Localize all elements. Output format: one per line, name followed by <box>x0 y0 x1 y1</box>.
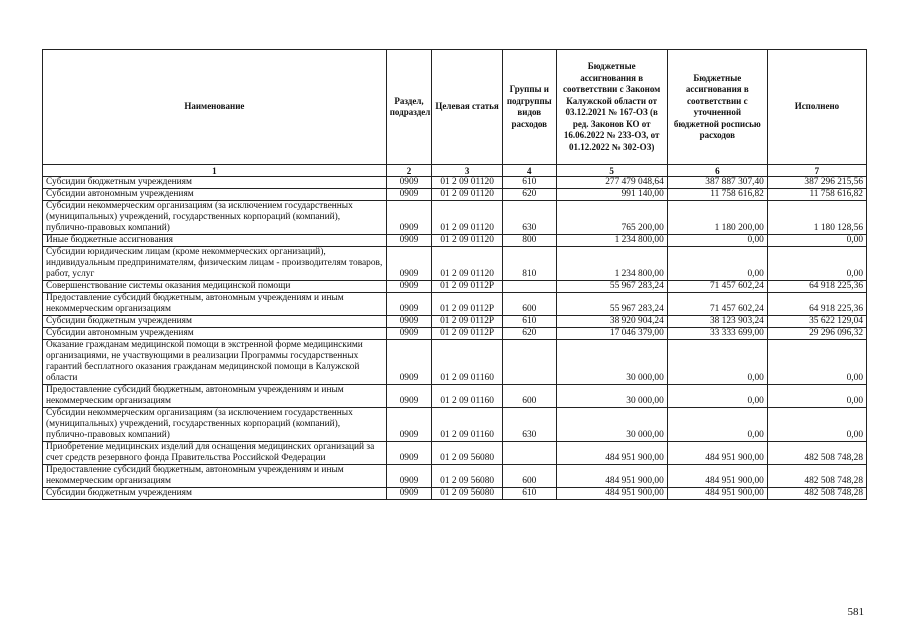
row-section: 0909 <box>386 201 431 235</box>
table-row <box>43 408 867 442</box>
row-refined-amount: 0,00 <box>667 247 767 281</box>
row-target: 01 2 09 56080 <box>432 488 503 500</box>
row-target: 01 2 09 01120 <box>432 189 503 201</box>
row-group: 610 <box>503 488 557 500</box>
row-executed-amount: 0,00 <box>767 385 866 408</box>
row-name: Субсидии автономным учреждениям <box>43 328 387 340</box>
row-law-amount: 30 000,00 <box>556 340 667 385</box>
row-name: Субсидии некоммерческим организациям (за исключением государственных (муниципальных) учреждений, государственных корпораций (компаний), публично-правовых компаний) <box>43 201 387 235</box>
row-group: 630 <box>503 408 557 442</box>
table-row <box>43 316 867 328</box>
table-row <box>43 281 867 293</box>
row-refined-amount: 484 951 900,00 <box>667 488 767 500</box>
row-group: 600 <box>503 385 557 408</box>
row-group: 600 <box>503 293 557 316</box>
row-target: 01 2 09 01120 <box>432 201 503 235</box>
table-row <box>43 340 867 385</box>
row-name: Субсидии бюджетным учреждениям <box>43 316 387 328</box>
column-number: 2 <box>386 165 431 177</box>
row-name: Субсидии бюджетным учреждениям <box>43 177 387 189</box>
row-name: Приобретение медицинских изделий для оснащения медицинских организаций за счет средств резервного фонда Правительства Российской Федерации <box>43 442 387 465</box>
row-refined-amount: 0,00 <box>667 385 767 408</box>
row-executed-amount: 0,00 <box>767 235 866 247</box>
table-row <box>43 465 867 488</box>
row-refined-amount: 387 887 307,40 <box>667 177 767 189</box>
row-target: 01 2 09 0112Р <box>432 316 503 328</box>
header-section: Раздел, подраздел <box>386 50 431 165</box>
row-section: 0909 <box>386 316 431 328</box>
header-refined-allocations: Бюджетные ассигнования в соответствии с уточненной бюджетной росписью расходов <box>667 50 767 165</box>
column-number: 5 <box>556 165 667 177</box>
row-section: 0909 <box>386 293 431 316</box>
row-target: 01 2 09 01120 <box>432 247 503 281</box>
table-row <box>43 189 867 201</box>
row-group <box>503 340 557 385</box>
row-executed-amount: 64 918 225,36 <box>767 293 866 316</box>
row-section: 0909 <box>386 385 431 408</box>
column-number-row <box>43 165 867 177</box>
row-group: 810 <box>503 247 557 281</box>
row-target: 01 2 09 01160 <box>432 385 503 408</box>
row-name: Субсидии юридическим лицам (кроме некоммерческих организаций), индивидуальным предпринимателям, физическим лицам - производителям товаров, работ, услуг <box>43 247 387 281</box>
row-name: Предоставление субсидий бюджетным, автономным учреждениям и иным некоммерческим организациям <box>43 465 387 488</box>
row-section: 0909 <box>386 488 431 500</box>
row-executed-amount: 1 180 128,56 <box>767 201 866 235</box>
row-law-amount: 17 046 379,00 <box>556 328 667 340</box>
row-section: 0909 <box>386 465 431 488</box>
row-law-amount: 277 479 048,64 <box>556 177 667 189</box>
row-law-amount: 484 951 900,00 <box>556 488 667 500</box>
row-refined-amount: 1 180 200,00 <box>667 201 767 235</box>
header-name: Наименование <box>43 50 387 165</box>
row-law-amount: 484 951 900,00 <box>556 442 667 465</box>
row-target: 01 2 09 0112Р <box>432 328 503 340</box>
row-name: Иные бюджетные ассигнования <box>43 235 387 247</box>
header-target: Целевая статья <box>432 50 503 165</box>
row-target: 01 2 09 56080 <box>432 442 503 465</box>
row-group: 800 <box>503 235 557 247</box>
row-target: 01 2 09 0112Р <box>432 281 503 293</box>
row-refined-amount: 484 951 900,00 <box>667 442 767 465</box>
row-law-amount: 991 140,00 <box>556 189 667 201</box>
table-row <box>43 385 867 408</box>
row-executed-amount: 29 296 096,32 <box>767 328 866 340</box>
row-law-amount: 38 920 904,24 <box>556 316 667 328</box>
header-groups: Группы и подгруппы видов расходов <box>503 50 557 165</box>
row-refined-amount: 0,00 <box>667 235 767 247</box>
row-refined-amount: 0,00 <box>667 408 767 442</box>
row-target: 01 2 09 01120 <box>432 235 503 247</box>
row-section: 0909 <box>386 408 431 442</box>
row-name: Субсидии автономным учреждениям <box>43 189 387 201</box>
row-law-amount: 55 967 283,24 <box>556 281 667 293</box>
row-section: 0909 <box>386 442 431 465</box>
row-executed-amount: 482 508 748,28 <box>767 442 866 465</box>
row-name: Предоставление субсидий бюджетным, автономным учреждениям и иным некоммерческим организациям <box>43 385 387 408</box>
row-name: Совершенствование системы оказания медицинской помощи <box>43 281 387 293</box>
table-row <box>43 293 867 316</box>
row-refined-amount: 11 758 616,82 <box>667 189 767 201</box>
row-group: 630 <box>503 201 557 235</box>
row-law-amount: 30 000,00 <box>556 385 667 408</box>
row-group: 620 <box>503 189 557 201</box>
table-row <box>43 247 867 281</box>
row-section: 0909 <box>386 281 431 293</box>
row-refined-amount: 0,00 <box>667 340 767 385</box>
column-number: 7 <box>767 165 866 177</box>
row-executed-amount: 482 508 748,28 <box>767 465 866 488</box>
column-number: 6 <box>667 165 767 177</box>
row-name: Предоставление субсидий бюджетным, автономным учреждениям и иным некоммерческим организациям <box>43 293 387 316</box>
row-law-amount: 1 234 800,00 <box>556 247 667 281</box>
table-row <box>43 488 867 500</box>
row-section: 0909 <box>386 340 431 385</box>
column-number: 1 <box>43 165 387 177</box>
row-executed-amount: 0,00 <box>767 247 866 281</box>
row-group: 610 <box>503 177 557 189</box>
row-law-amount: 765 200,00 <box>556 201 667 235</box>
row-group <box>503 281 557 293</box>
row-executed-amount: 482 508 748,28 <box>767 488 866 500</box>
row-law-amount: 55 967 283,24 <box>556 293 667 316</box>
row-name: Субсидии бюджетным учреждениям <box>43 488 387 500</box>
row-section: 0909 <box>386 235 431 247</box>
table-row <box>43 442 867 465</box>
row-executed-amount: 0,00 <box>767 408 866 442</box>
row-name: Оказание гражданам медицинской помощи в экстренной форме медицинскими организациями, не участвующими в реализации Программы государственных гарантий бесплатного оказания гражданам медицинской помощи в Калужской области <box>43 340 387 385</box>
row-section: 0909 <box>386 328 431 340</box>
table-body <box>43 177 867 500</box>
row-refined-amount: 71 457 602,24 <box>667 281 767 293</box>
header-law-allocations: Бюджетные ассигнования в соответствии с Законом Калужской области от 03.12.2021 № 167-ОЗ (в ред. Законов КО от 16.06.2022 № 233-ОЗ, от 01.12.2022 № 302-ОЗ) <box>556 50 667 165</box>
row-target: 01 2 09 56080 <box>432 465 503 488</box>
row-refined-amount: 71 457 602,24 <box>667 293 767 316</box>
row-target: 01 2 09 01160 <box>432 340 503 385</box>
row-executed-amount: 11 758 616,82 <box>767 189 866 201</box>
row-target: 01 2 09 01120 <box>432 177 503 189</box>
row-section: 0909 <box>386 189 431 201</box>
row-law-amount: 484 951 900,00 <box>556 465 667 488</box>
page-number: 581 <box>847 606 864 618</box>
row-section: 0909 <box>386 247 431 281</box>
row-executed-amount: 35 622 129,04 <box>767 316 866 328</box>
budget-table <box>42 49 867 500</box>
row-executed-amount: 0,00 <box>767 340 866 385</box>
row-name: Субсидии некоммерческим организациям (за исключением государственных (муниципальных) учреждений, государственных корпораций (компаний), публично-правовых компаний) <box>43 408 387 442</box>
row-section: 0909 <box>386 177 431 189</box>
row-law-amount: 30 000,00 <box>556 408 667 442</box>
row-law-amount: 1 234 800,00 <box>556 235 667 247</box>
table-row <box>43 177 867 189</box>
row-group: 600 <box>503 465 557 488</box>
row-executed-amount: 387 296 215,56 <box>767 177 866 189</box>
table-row <box>43 328 867 340</box>
header-executed: Исполнено <box>767 50 866 165</box>
row-group <box>503 442 557 465</box>
row-group: 610 <box>503 316 557 328</box>
row-target: 01 2 09 0112Р <box>432 293 503 316</box>
row-refined-amount: 38 123 903,24 <box>667 316 767 328</box>
column-number: 4 <box>503 165 557 177</box>
table-header-row <box>43 50 867 165</box>
row-refined-amount: 484 951 900,00 <box>667 465 767 488</box>
row-executed-amount: 64 918 225,36 <box>767 281 866 293</box>
row-refined-amount: 33 333 699,00 <box>667 328 767 340</box>
row-group: 620 <box>503 328 557 340</box>
table-row <box>43 235 867 247</box>
column-number: 3 <box>432 165 503 177</box>
row-target: 01 2 09 01160 <box>432 408 503 442</box>
table-row <box>43 201 867 235</box>
